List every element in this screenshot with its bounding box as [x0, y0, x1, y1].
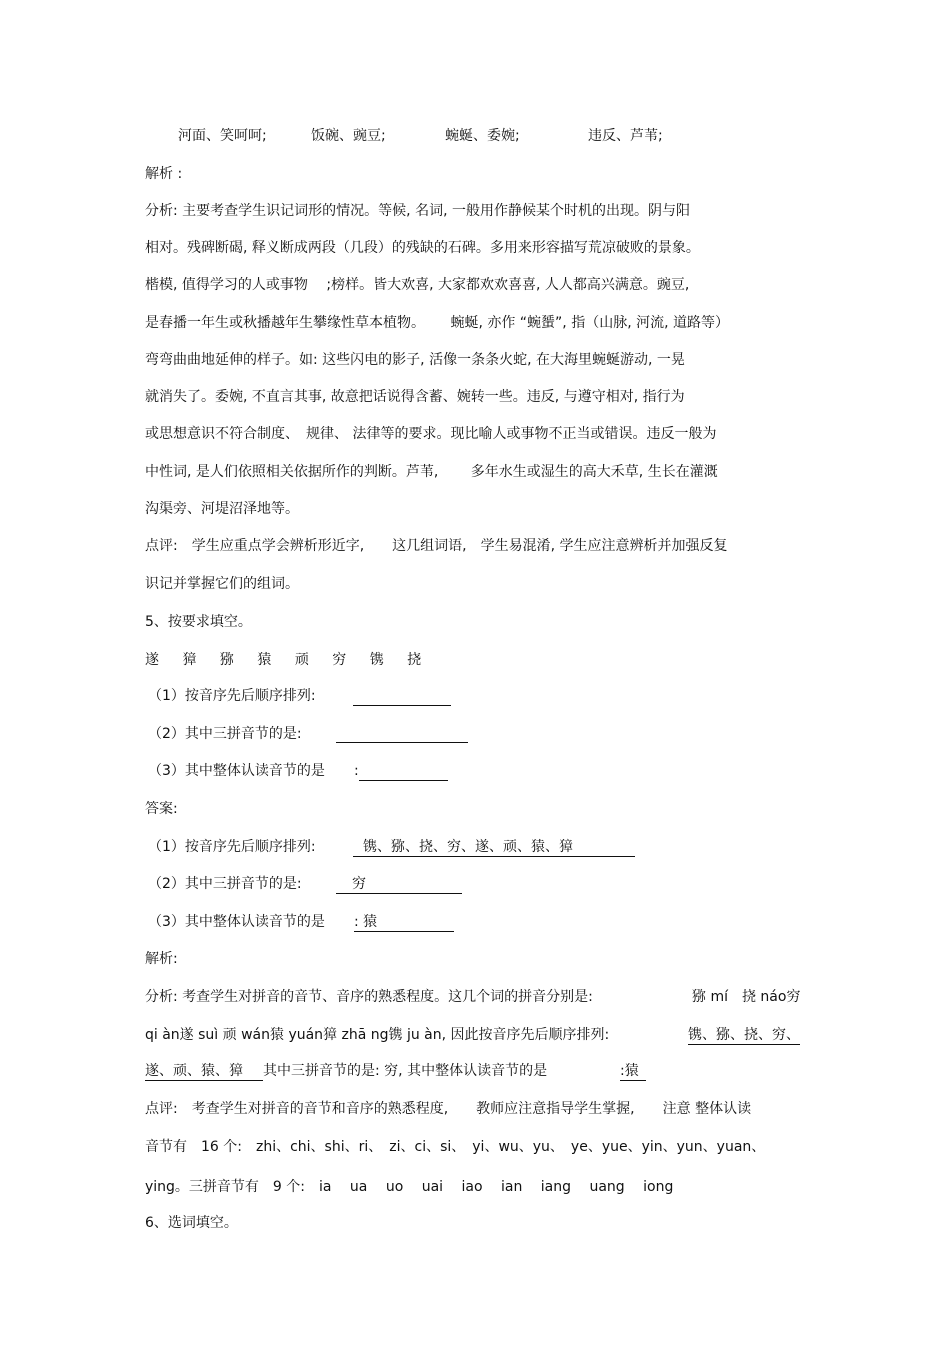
answer-blank-3[interactable]	[359, 766, 448, 781]
character: 穷	[332, 652, 347, 668]
comment-line: ying。三拼音节有 9 个: ia ua uo uai iao ian iang uang iong	[145, 1179, 674, 1195]
answer-1	[353, 838, 635, 857]
answer-1-label: （1）按音序先后顺序排列:	[148, 839, 316, 855]
whole-syllable-answer: :猿	[620, 1062, 646, 1081]
pinyin-analysis-line: 分析: 考查学生对拼音的音节、音序的熟悉程度。这几个词的拼音分别是:	[145, 989, 593, 1005]
analysis-line: 相对。残碑断碣, 释义断成两段（几段）的残缺的石碑。多用来形容描写荒凉破败的景象。	[145, 240, 700, 256]
sub-question-1-text: （1）按音序先后顺序排列:	[148, 688, 316, 704]
answer-3-value: : 猿	[354, 913, 454, 932]
pinyin-order-part-1: 镌、猕、挠、穷、	[688, 1027, 800, 1043]
analysis-line: 弯弯曲曲地延伸的样子。如: 这些闪电的影子, 活像一条条火蛇, 在大海里蜿蜒游动, 一晃	[145, 352, 685, 368]
sub-question-2	[148, 725, 302, 743]
sub-question-2-text: （2）其中三拼音节的是:	[148, 726, 302, 742]
answer-3-label: （3）其中整体认读音节的是	[148, 914, 325, 930]
answer-blank-1[interactable]	[353, 691, 451, 706]
analysis-line: 是春播一年生或秋播越年生攀缘性草本植物。 蜿蜒, 亦作 “蜿蜑”, 指（山脉, 河流, 道路等）	[145, 315, 730, 331]
answer-label: 答案:	[145, 801, 178, 817]
analysis-line: 分析: 主要考查学生识记词形的情况。等候, 名词, 一般用作静候某个时机的出现。阴与阳	[145, 203, 690, 219]
character: 镌	[369, 652, 384, 668]
character: 獐	[182, 652, 197, 668]
sub-question-3-text: （3）其中整体认读音节的是	[148, 763, 325, 779]
character: 猿	[257, 652, 272, 668]
sub-question-3	[148, 762, 325, 780]
word-pair-3: 蜿蜒、委婉;	[445, 128, 520, 144]
comment-line: 点评: 考查学生对拼音的音节和音序的熟悉程度, 教师应注意指导学生掌握, 注意 整体认读	[145, 1101, 752, 1117]
colon: :	[354, 763, 359, 779]
pinyin-whole-syllable	[620, 1062, 646, 1081]
character-list	[145, 651, 421, 669]
pinyin-order-underlined	[688, 1026, 800, 1045]
answer-3	[354, 913, 454, 932]
pinyin-analysis-middle: 其中三拼音节的是: 穷, 其中整体认读音节的是	[263, 1063, 548, 1079]
answer-2-label: （2）其中三拼音节的是:	[148, 876, 302, 892]
answer-1-value: 镌、猕、挠、穷、遂、顽、猿、獐	[353, 838, 635, 857]
pinyin-order-part-2: 遂、顽、猿、獐	[145, 1062, 263, 1081]
question-5-title: 5、按要求填空。	[145, 614, 252, 630]
analysis-label-2: 解析:	[145, 951, 178, 967]
character: 遂	[145, 652, 159, 668]
character: 猕	[219, 652, 234, 668]
analysis-line: 中性词, 是人们依照相关依据所作的判断。芦苇, 多年水生或湿生的高大禾草, 生长在灌溉	[145, 464, 718, 480]
word-pair-1: 河面、笑呵呵;	[178, 128, 267, 144]
question-6-title: 6、选词填空。	[145, 1215, 238, 1231]
comment-line: 识记并掌握它们的组词。	[145, 576, 299, 592]
comment-line: 音节有 16 个: zhi、chi、shi、ri、 zi、ci、si、 yi、wu、yu、 ye、yue、yin、yun、yuan、	[145, 1139, 766, 1155]
answer-2	[336, 875, 462, 894]
analysis-line: 或思想意识不符合制度、 规律、 法律等的要求。现比喻人或事物不正当或错误。违反一般为	[145, 426, 717, 442]
answer-2-value: 穷	[336, 875, 462, 894]
analysis-line: 楷模, 值得学习的人或事物 ;榜样。皆大欢喜, 大家都欢欢喜喜, 人人都高兴满意。豌豆,	[145, 277, 690, 293]
analysis-label: 解析 :	[145, 166, 183, 182]
comment-line: 点评: 学生应重点学会辨析形近字, 这几组词语, 学生易混淆, 学生应注意辨析并加强反复	[145, 538, 728, 554]
word-pair-4: 违反、芦苇;	[588, 128, 663, 144]
answer-blank-2[interactable]	[336, 728, 468, 743]
pinyin-analysis-line-right: 猕 mí 挠 náo穷	[692, 989, 801, 1005]
character: 挠	[407, 652, 422, 668]
word-pair-2: 饭碗、豌豆;	[311, 128, 386, 144]
pinyin-analysis-line: qi àn遂 suì 顽 wán猿 yuán獐 zhā ng镌 ju àn, 因此按音序先后顺序排列:	[145, 1027, 610, 1043]
analysis-line: 就消失了。委婉, 不直言其事, 故意把话说得含蓄、婉转一些。违反, 与遵守相对, 指行为	[145, 389, 685, 405]
sub-question-1	[148, 687, 316, 705]
character: 顽	[294, 652, 309, 668]
analysis-line: 沟渠旁、河堤沼泽地等。	[145, 501, 299, 517]
pinyin-analysis-line	[145, 1062, 547, 1081]
